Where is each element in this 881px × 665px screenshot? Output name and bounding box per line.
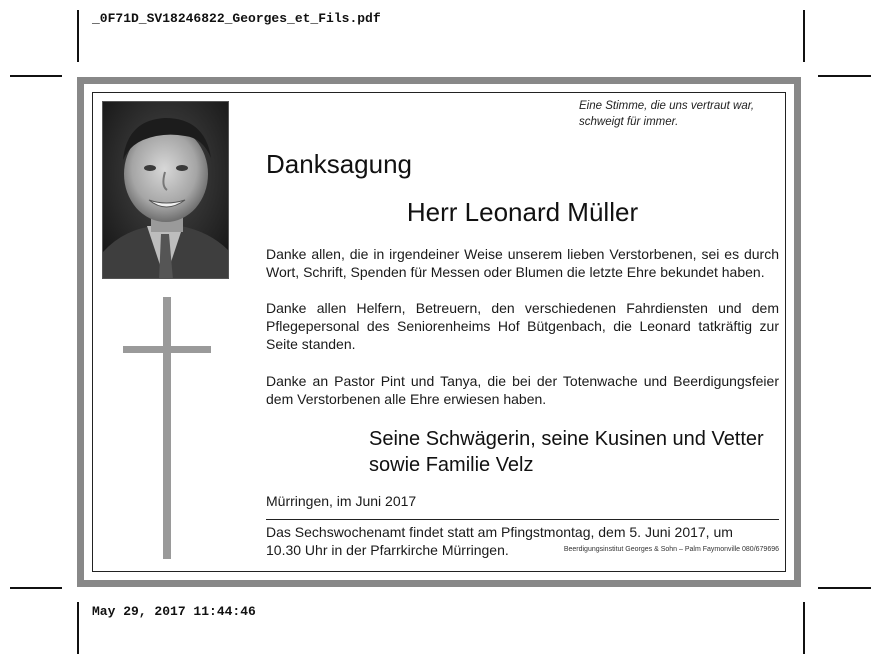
quote-line-1: Eine Stimme, die uns vertraut war, xyxy=(579,100,755,112)
cross-vertical-bar xyxy=(163,297,171,559)
thanks-paragraph-3: Danke an Pastor Pint und Tanya, die bei der Totenwache und Beerdigungsfeier dem Verstorbenen alle Ehre erwiesen haben. xyxy=(266,373,779,407)
print-timestamp: May 29, 2017 11:44:46 xyxy=(92,604,256,619)
memorial-quote xyxy=(579,98,779,130)
crop-mark-right-lower xyxy=(818,587,871,589)
portrait-image-icon xyxy=(103,102,229,279)
heading-danksagung: Danksagung xyxy=(266,149,412,179)
thanks-paragraph-1: Danke allen, die in irgendeiner Weise unserem lieben Verstorbenen, sei es durch Wort, Schrift, Spenden für Messen oder Blumen die letzte Ehre bekundet haben. xyxy=(266,246,779,280)
family-signature xyxy=(369,426,764,478)
mass-notice-line-1: Das Sechswochenamt findet statt am Pfingstmontag, dem 5. Juni 2017, um xyxy=(266,524,733,540)
crop-mark-left-lower xyxy=(10,587,62,589)
mass-notice-line-2: 10.30 Uhr in der Pfarrkirche Mürringen. xyxy=(266,542,509,558)
obituary-inner-border xyxy=(92,92,786,572)
signature-line-1: Seine Schwägerin, seine Kusinen und Vetter xyxy=(369,428,764,450)
place-date: Mürringen, im Juni 2017 xyxy=(266,493,417,509)
quote-line-2: schweigt für immer. xyxy=(579,116,679,128)
crop-mark-right-upper xyxy=(818,75,871,77)
separator-rule xyxy=(266,519,779,520)
portrait-photo xyxy=(102,101,229,279)
deceased-name: Herr Leonard Müller xyxy=(406,197,639,227)
thanks-paragraph-2: Danke allen Helfern, Betreuern, den verschiedenen Fahrdiensten und dem Pflegepersonal des Seniorenheims Hof Bütgenbach, die Leonard tatkräftig zur Seite standen. xyxy=(266,300,779,352)
crop-mark-top-left xyxy=(77,10,79,62)
signature-line-2: sowie Familie Velz xyxy=(369,454,534,476)
undertaker-credit: Beerdigungsinstitut Georges & Sohn – Palm Faymonville 080/679696 xyxy=(563,546,779,553)
crop-mark-bottom-right xyxy=(803,602,805,654)
pdf-filename: _0F71D_SV18246822_Georges_et_Fils.pdf xyxy=(92,11,381,26)
crop-mark-left-upper xyxy=(10,75,62,77)
crop-mark-bottom-left xyxy=(77,602,79,654)
cross-horizontal-bar xyxy=(123,346,211,353)
crop-mark-top-right xyxy=(803,10,805,62)
obituary-frame xyxy=(77,77,801,587)
